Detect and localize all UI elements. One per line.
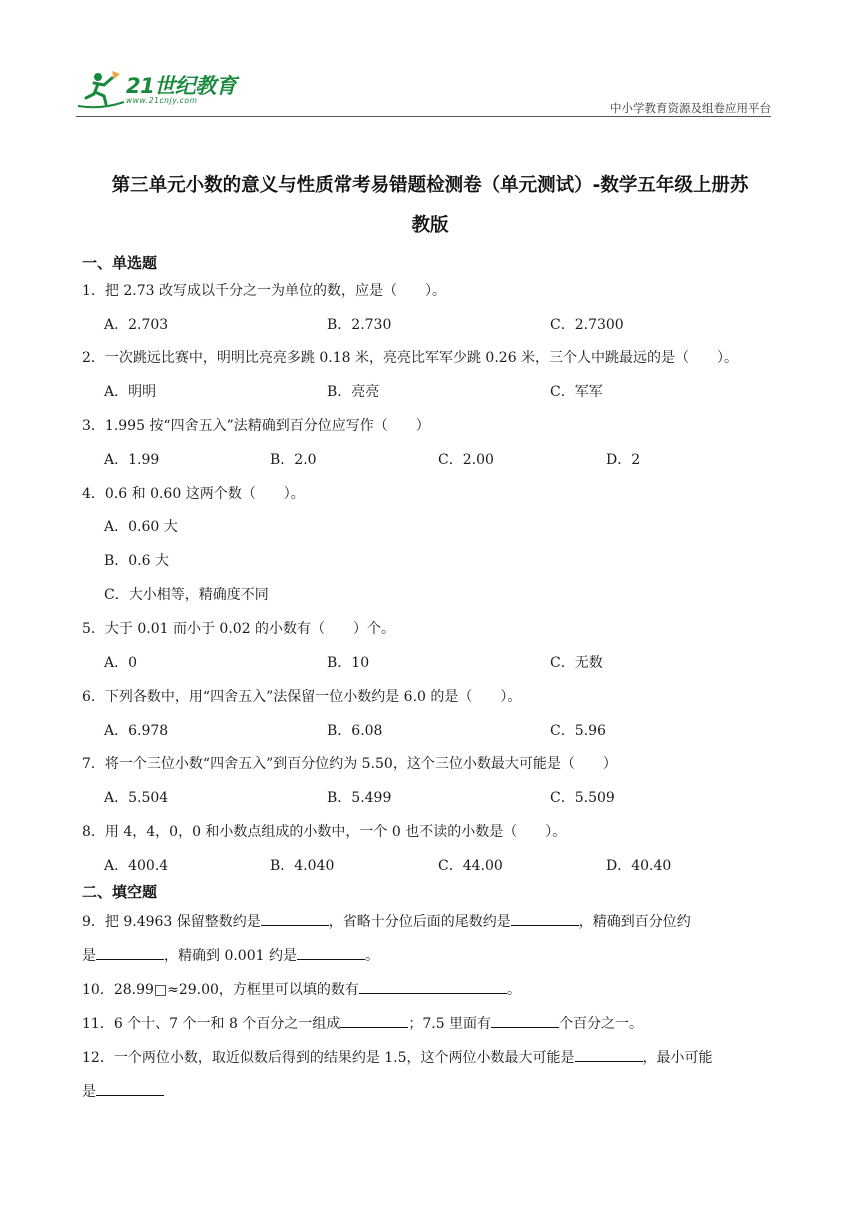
q12-text-3: 是 [82, 1084, 96, 1100]
question-2: 2．一次跳远比赛中，明明比亮亮多跳 0.18 米，亮亮比军军少跳 0.26 米，三个人中跳最远的是（ ）。 [82, 350, 739, 366]
q3-option-a: A．1.99 [104, 452, 160, 468]
answer-blank[interactable] [491, 1014, 559, 1028]
q4-option-b: B．0.6 大 [104, 553, 170, 569]
q1-option-c: C．2.7300 [550, 317, 624, 333]
answer-blank[interactable] [511, 912, 579, 926]
q5-option-a: A．0 [104, 655, 138, 671]
q1-option-b: B．2.730 [327, 317, 392, 333]
q9-text-1: 9．把 9.4963 保留整数约是 [82, 914, 261, 930]
q7-option-c: C．5.509 [550, 790, 615, 806]
answer-blank[interactable] [575, 1048, 643, 1062]
header-divider [76, 116, 771, 117]
q3-option-d: D．2 [606, 452, 641, 468]
q6-option-a: A．6.978 [104, 723, 169, 739]
runner-icon [76, 68, 126, 112]
page-header [0, 0, 860, 120]
q9-text-6: 。 [364, 948, 379, 964]
q6-option-c: C．5.96 [550, 723, 606, 739]
logo-text: 21世纪教育 [126, 74, 237, 98]
platform-name: 中小学教育资源及组卷应用平台 [610, 101, 771, 115]
q1-option-a: A．2.703 [104, 317, 169, 333]
question-4: 4．0.6 和 0.60 这两个数（ ）。 [82, 486, 305, 502]
section-heading-fill-blank: 二、填空题 [82, 883, 158, 901]
page-title-line2: 教版 [411, 215, 449, 236]
q5-option-c: C．无数 [550, 655, 603, 671]
q11-text-1: 11．6 个十、7 个一和 8 个百分之一组成 [82, 1016, 341, 1032]
q11-text-2: ；7.5 里面有 [408, 1016, 492, 1032]
q8-option-a: A．400.4 [104, 858, 169, 874]
q9-text-4: 是 [82, 948, 96, 964]
q7-option-a: A．5.504 [104, 790, 169, 806]
question-9-line2 [82, 945, 379, 965]
q7-option-b: B．5.499 [327, 790, 392, 806]
question-7: 7．将一个三位小数“四舍五入”到百分位约为 5.50，这个三位小数最大可能是（ ） [82, 756, 617, 772]
q8-option-d: D．40.40 [606, 858, 672, 874]
section-heading-single-choice: 一、单选题 [82, 254, 158, 272]
q10-text-1: 10．28.99□≈29.00，方框里可以填的数有 [82, 982, 359, 998]
question-10 [82, 979, 521, 999]
question-12-line1 [82, 1047, 713, 1067]
answer-blank[interactable] [297, 946, 365, 960]
q3-option-b: B．2.0 [270, 452, 317, 468]
logo-url: www.21cnjy.com [126, 96, 198, 105]
question-12-line2 [82, 1081, 164, 1101]
q3-option-c: C．2.00 [438, 452, 494, 468]
q6-option-b: B．6.08 [327, 723, 383, 739]
answer-blank[interactable] [261, 912, 329, 926]
q9-text-3: ，精确到百分位约 [578, 914, 691, 930]
q8-option-c: C．44.00 [438, 858, 503, 874]
answer-blank[interactable] [340, 1014, 408, 1028]
q9-text-5: ，精确到 0.001 约是 [164, 948, 297, 964]
q4-option-a: A．0.60 大 [104, 519, 178, 535]
q9-text-2: ，省略十分位后面的尾数约是 [328, 914, 511, 930]
answer-blank[interactable] [96, 946, 164, 960]
question-1: 1．把 2.73 改写成以千分之一为单位的数，应是（ ）。 [82, 283, 446, 299]
question-9-line1 [82, 911, 691, 931]
q4-option-c: C．大小相等，精确度不同 [104, 587, 269, 603]
q2-option-c: C．军军 [550, 384, 603, 400]
q2-option-b: B．亮亮 [327, 384, 380, 400]
answer-blank[interactable] [96, 1082, 164, 1096]
q12-text-2: ，最小可能 [642, 1050, 713, 1066]
q12-text-1: 12．一个两位小数，取近似数后得到的结果约是 1.5，这个两位小数最大可能是 [82, 1050, 575, 1066]
q5-option-b: B．10 [327, 655, 370, 671]
q8-option-b: B．4.040 [270, 858, 335, 874]
q10-text-2: 。 [506, 982, 521, 998]
page-title-line1: 第三单元小数的意义与性质常考易错题检测卷（单元测试）-数学五年级上册苏 [111, 175, 749, 196]
question-3: 3．1.995 按“四舍五入”法精确到百分位应写作（ ） [82, 418, 430, 434]
question-5: 5．大于 0.01 而小于 0.02 的小数有（ ）个。 [82, 621, 396, 637]
question-11 [82, 1013, 643, 1033]
question-8: 8．用 4，4，0，0 和小数点组成的小数中，一个 0 也不读的小数是（ ）。 [82, 824, 567, 840]
q11-text-3: 个百分之一。 [559, 1016, 644, 1032]
q2-option-a: A．明明 [104, 384, 157, 400]
answer-blank[interactable] [359, 980, 507, 994]
logo [76, 68, 256, 114]
question-6: 6．下列各数中，用“四舍五入”法保留一位小数约是 6.0 的是（ ）。 [82, 689, 522, 705]
